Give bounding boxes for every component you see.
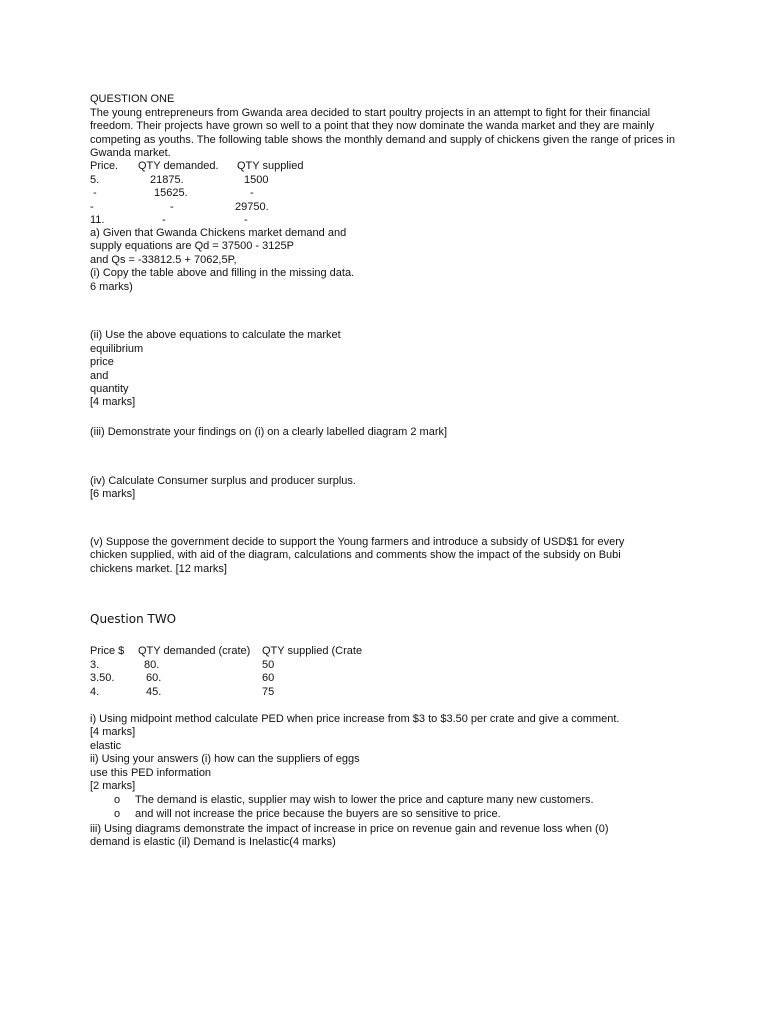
- question-two-line: [2 marks]: [90, 780, 136, 792]
- table-cell: 21875.: [150, 174, 184, 186]
- table-cell: 60: [262, 672, 275, 684]
- table-header-qty-demanded: QTY demanded (crate): [138, 645, 251, 657]
- table-cell: 1500: [244, 174, 269, 186]
- question-one-part-ii-line: equilibrium: [90, 343, 144, 355]
- question-one-part-ii-line: and: [90, 370, 109, 382]
- table-cell: -: [170, 201, 174, 213]
- table-cell: 45.: [146, 686, 162, 698]
- question-two-line: ii) Using your answers (i) how can the suppliers of eggs: [90, 753, 360, 765]
- question-one-intro: The young entrepreneurs from Gwanda area decided to start poultry projects in an attempt to fight for their financial freedom. Their projects have grown so well to a point that they now dominate the wanda market and they are mainly competing as youths. The following table shows the monthly demand and supply of chickens given the range of prices in Gwanda market.: [90, 107, 675, 160]
- table-cell: -: [90, 201, 94, 213]
- table-cell: -: [162, 214, 166, 226]
- question-one-heading: QUESTION ONE: [90, 93, 175, 105]
- list-item: and will not increase the price because the buyers are so sensitive to price.: [135, 808, 501, 820]
- bullet-marker-icon: o: [114, 808, 121, 820]
- question-one-part-v: (v) Suppose the government decide to support the Young farmers and introduce a subsidy of USD$1 for every chicken supplied, with aid of the diagram, calculations and comments show the impact of the subsidy on Bubi chickens market. [12 marks]: [90, 536, 625, 575]
- table-cell: 50: [262, 659, 275, 671]
- question-one-part-iv-line: (iv) Calculate Consumer surplus and producer surplus.: [90, 475, 356, 487]
- table-cell: -: [250, 187, 254, 199]
- question-one-part-a-line: supply equations are Qd = 37500 - 3125P: [90, 240, 294, 252]
- table-header-qty-supplied: QTY supplied (Crate: [262, 645, 363, 657]
- question-two-heading: Question TWO: [90, 612, 177, 626]
- table-cell: 75: [262, 686, 275, 698]
- question-one-part-a-line: (i) Copy the table above and filling in the missing data.: [90, 267, 355, 279]
- list-item: The demand is elastic, supplier may wish to lower the price and capture many new customers.: [135, 794, 594, 806]
- question-one-part-ii-line: [4 marks]: [90, 396, 136, 408]
- table-header-price: Price $: [90, 645, 125, 657]
- question-one-part-a-line: and Qs = -33812.5 + 7062,5P,: [90, 254, 237, 266]
- table-cell: -: [244, 214, 248, 226]
- table-cell: 3.: [90, 659, 100, 671]
- question-two-line: i) Using midpoint method calculate PED when price increase from $3 to $3.50 per crate and give a comment.: [90, 713, 620, 725]
- question-one-part-iii: (iii) Demonstrate your findings on (i) on a clearly labelled diagram 2 mark]: [90, 426, 448, 438]
- table-cell: 29750.: [235, 201, 269, 213]
- table-cell: 60.: [146, 672, 162, 684]
- bullet-marker-icon: o: [114, 794, 121, 806]
- table-cell: 4.: [90, 686, 100, 698]
- table-cell: 11.: [90, 214, 105, 226]
- question-two-line: use this PED information: [90, 767, 212, 779]
- table-cell: -: [93, 187, 97, 199]
- table-header-qty-supplied: QTY supplied: [237, 160, 304, 172]
- table-cell: 15625.: [154, 187, 188, 199]
- question-two-line: elastic: [90, 740, 122, 752]
- question-one-part-a-line: a) Given that Gwanda Chickens market demand and: [90, 227, 347, 239]
- question-one-part-ii-line: price: [90, 356, 114, 368]
- question-one-part-ii-line: (ii) Use the above equations to calculate the market: [90, 329, 341, 341]
- question-one-part-ii-line: quantity: [90, 383, 129, 395]
- table-cell: 80.: [144, 659, 160, 671]
- table-cell: 3.50.: [90, 672, 115, 684]
- question-one-part-iv-line: [6 marks]: [90, 488, 136, 500]
- question-two-line: [4 marks]: [90, 726, 136, 738]
- question-one-part-a-line: 6 marks): [90, 281, 133, 293]
- table-header-qty-demanded: QTY demanded.: [138, 160, 219, 172]
- question-two-part-iii: iii) Using diagrams demonstrate the impact of increase in price on revenue gain and revenue loss when (0) demand is elastic (il) Demand is Inelastic(4 marks): [90, 823, 609, 849]
- table-header-price: Price.: [90, 160, 119, 172]
- table-cell: 5.: [90, 174, 100, 186]
